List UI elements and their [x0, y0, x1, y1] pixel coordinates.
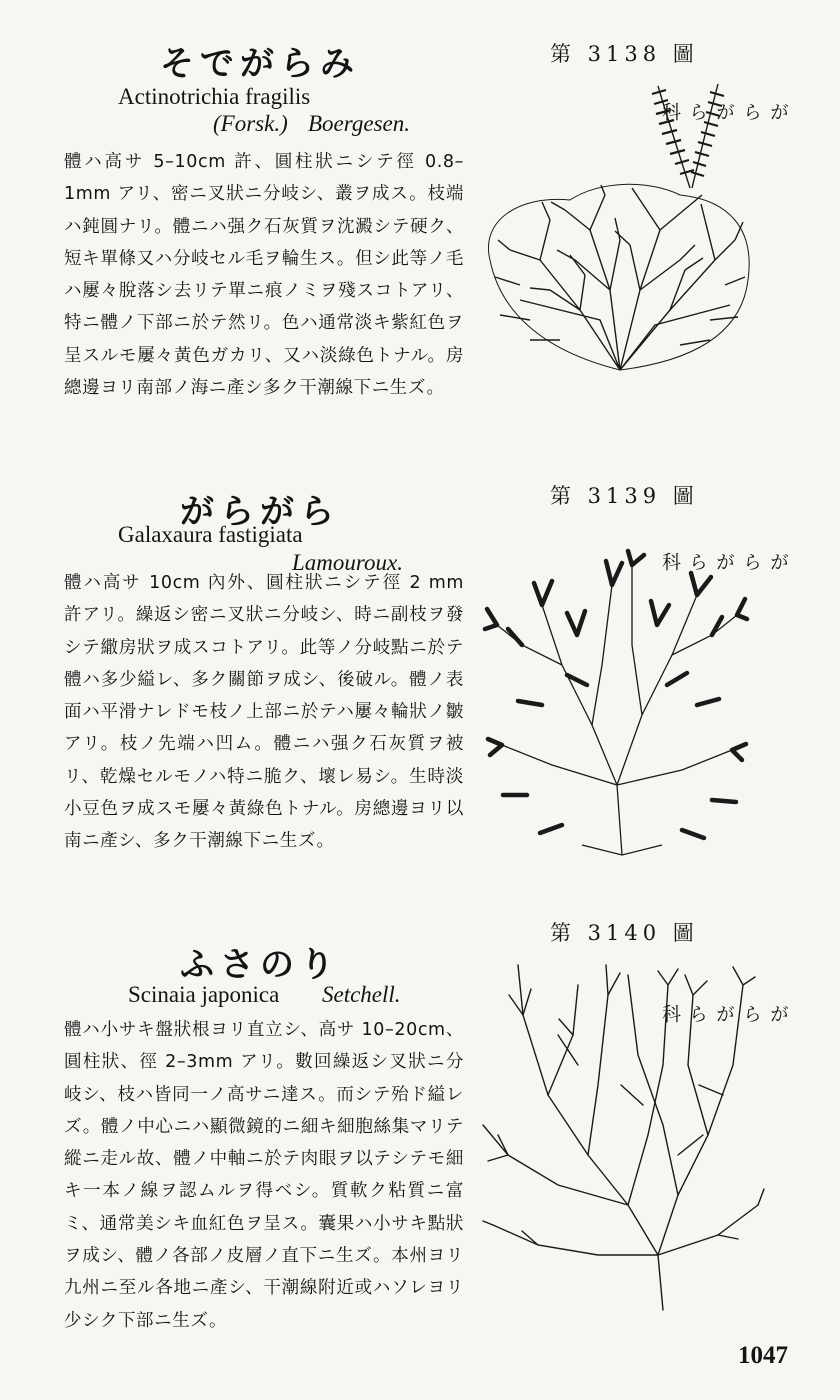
galaxaura-illustration [482, 545, 752, 865]
entry-japanese-name: そでがらみ [160, 44, 360, 84]
figure-label: 第 3140 圖 [550, 921, 699, 945]
entry-authority: Lamouroux. [292, 550, 403, 575]
entry-authority-paren [213, 111, 288, 137]
actinotrichia-illustration [480, 80, 760, 400]
entry-japanese-name: ふさのり [180, 945, 340, 985]
entry-scientific-name: Galaxaura fastigiata [118, 522, 303, 547]
entry-description: 體ハ高サ 10cm 內外、圓柱狀ニシテ徑 2 mm 許アリ。繰返シ密ニ叉狀ニ分岐シ、時ニ副枝ヲ發シテ繖房狀ヲ成スコトアリ。此等ノ分岐點ニ於テ體ハ多少縊レ、多ク關節ヲ成シ、後破ル。體ノ表面ハ平滑ナレドモ枝ノ上部ニ於テハ屢々輪狀ノ皺アリ。枝ノ先端ハ凹ム。體ニハ强ク石灰質ヲ被リ、乾燥セルモノハ特ニ脆ク、壞レ易シ。生時淡小豆色ヲ成スモ屢々黃綠色トナル。房總邊ヨリ以南ニ產シ、多ク干潮線下ニ生ズ。 [64, 573, 464, 852]
page-number: 1047 [738, 1342, 788, 1369]
family-label: がらがら科 [659, 1004, 789, 1025]
scinaia-illustration [478, 955, 768, 1325]
entry-description: 體ハ小サキ盤狀根ヨリ直立シ、高サ 10–20cm、圓柱狀、徑 2–3mm アリ。數回繰返シ叉狀ニ分岐シ、枝ハ皆同一ノ高サニ達ス。而シテ殆ド縊レズ。體ノ中心ニハ顯微鏡的ニ細キ細胞絲集マリテ縱ニ走ル故、體ノ中軸ニ於テ肉眼ヲ以テシテモ細キ一本ノ線ヲ認ムルヲ得ベシ。質軟ク粘質ニ富ミ、通常美シキ血紅色ヲ呈ス。囊果ハ小サキ點狀ヲ成シ、體ノ各部ノ皮層ノ直下ニ生ズ。本州ヨリ九州ニ至ル各地ニ產シ、干潮線附近或ハソレヨリ少シク下部ニ生ズ。 [64, 1020, 464, 1331]
entry-authority: Setchell. [322, 982, 401, 1007]
figure-label: 第 3139 圖 [550, 484, 699, 508]
entry-description: 體ハ高サ 5–10cm 許、圓柱狀ニシテ徑 0.8–1mm アリ、密ニ叉狀ニ分岐シ、叢ヲ成ス。枝端ハ鈍圓ナリ。體ニハ强ク石灰質ヲ沈澱シテ硬ク、短キ單條又ハ分岐セル毛ヲ輪生ス。但シ此等ノ毛ハ屢々脫落シ去リテ單ニ痕ノミヲ殘スコトアリ、特ニ體ノ下部ニ於テ然リ。色ハ通常淡キ紫紅色ヲ呈スルモ屢々黃色ガカリ、又ハ淡綠色トナル。房總邊ヨリ南部ノ海ニ產シ多ク干潮線下ニ生ズ。 [64, 152, 464, 399]
entry-scientific-name: Actinotrichia fragilis [118, 84, 311, 109]
entry-japanese-name: がらがら [180, 492, 340, 532]
figure-label: 第 3138 圖 [550, 42, 699, 66]
entry-scientific-name: Scinaia japonica [128, 982, 280, 1007]
family-label: がらがら科 [659, 552, 789, 573]
entry-authority: Boergesen. [308, 111, 410, 136]
family-label: がらがら科 [659, 102, 789, 123]
authority-paren-text: (Forsk.) [213, 111, 288, 136]
